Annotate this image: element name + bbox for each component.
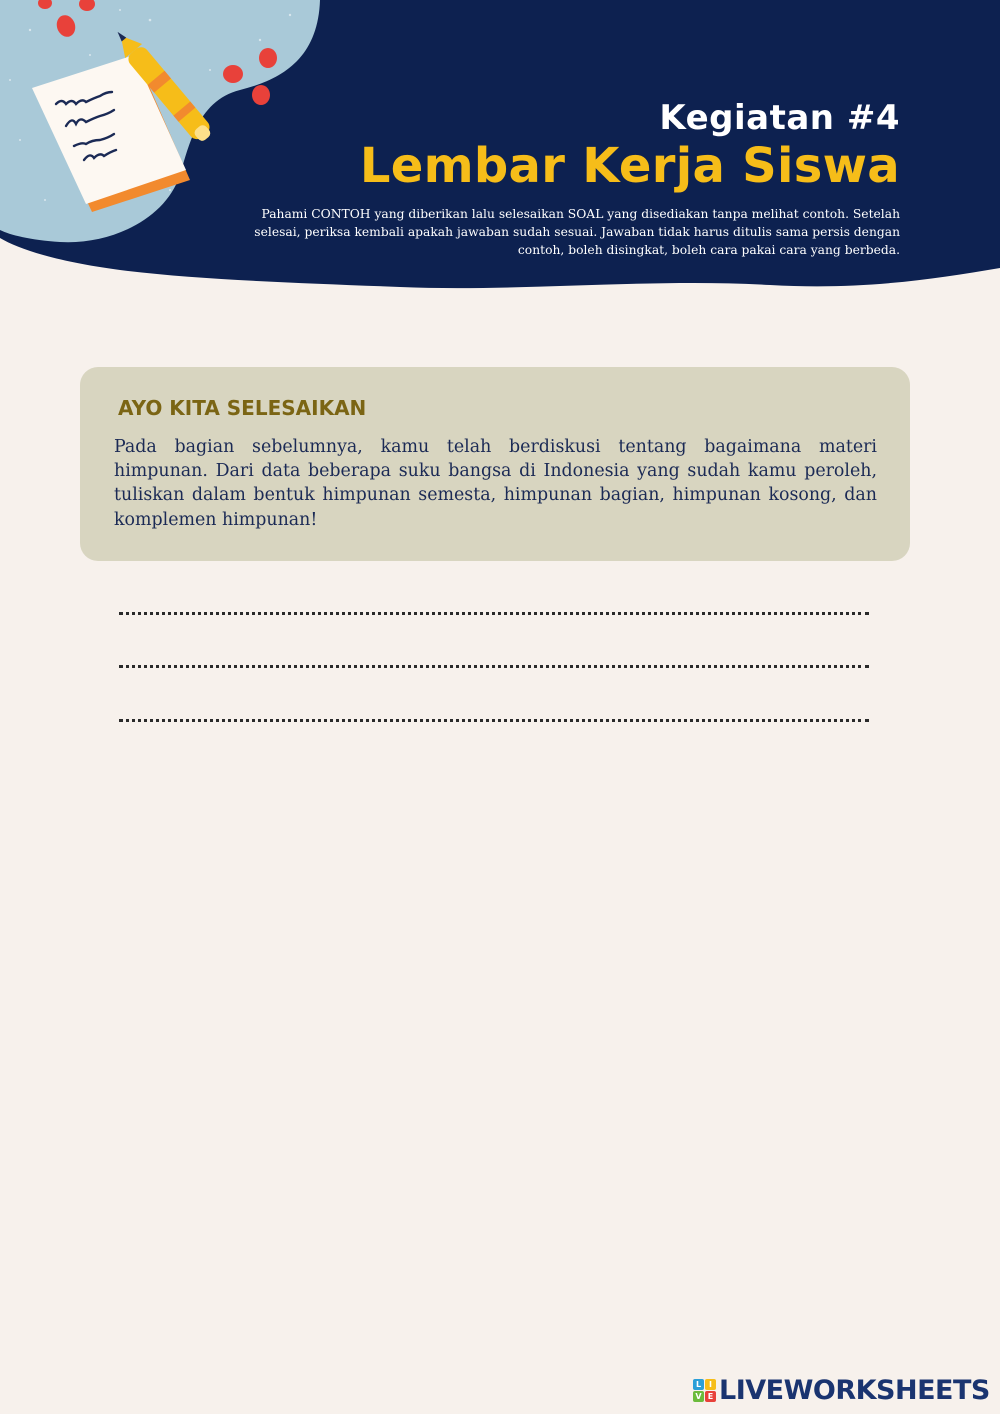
liveworksheets-logo-icon: [693, 1379, 716, 1402]
task-text: Pada bagian sebelumnya, kamu telah berdiskusi tentang bagaimana materi himpunan. Dari data beberapa suku bangsa di Indonesia yang sudah kamu peroleh, tuliskan dalam bentuk himpunan semesta, himpunan bagian, himpunan kosong, dan komplemen himpunan!: [114, 437, 877, 530]
logo-mark-letter: V: [693, 1391, 704, 1402]
liveworksheets-logo[interactable]: [693, 1374, 990, 1406]
activity-number: Kegiatan #4: [659, 98, 900, 138]
answer-line[interactable]: [119, 719, 869, 722]
task-box: [80, 367, 910, 561]
logo-mark-letter: E: [705, 1391, 716, 1402]
instructions-text: Pahami CONTOH yang diberikan lalu selesaikan SOAL yang disediakan tanpa melihat contoh. Setelah selesai, periksa kembali apakah jawaban sudah sesuai. Jawaban tidak harus ditulis sama persis dengan contoh, boleh disingkat, boleh cara pakai cara yang berbeda.: [254, 207, 900, 257]
task-heading: AYO KITA SELESAIKAN: [118, 396, 367, 420]
logo-mark-letter: I: [705, 1379, 716, 1390]
answer-line[interactable]: [119, 665, 869, 668]
page-title: Lembar Kerja Siswa: [359, 138, 900, 194]
notebook-pen-illustration: [0, 0, 330, 240]
logo-mark-letter: L: [693, 1379, 704, 1390]
logo-text: LIVEWORKSHEETS: [719, 1374, 990, 1406]
answer-line[interactable]: [119, 612, 869, 615]
